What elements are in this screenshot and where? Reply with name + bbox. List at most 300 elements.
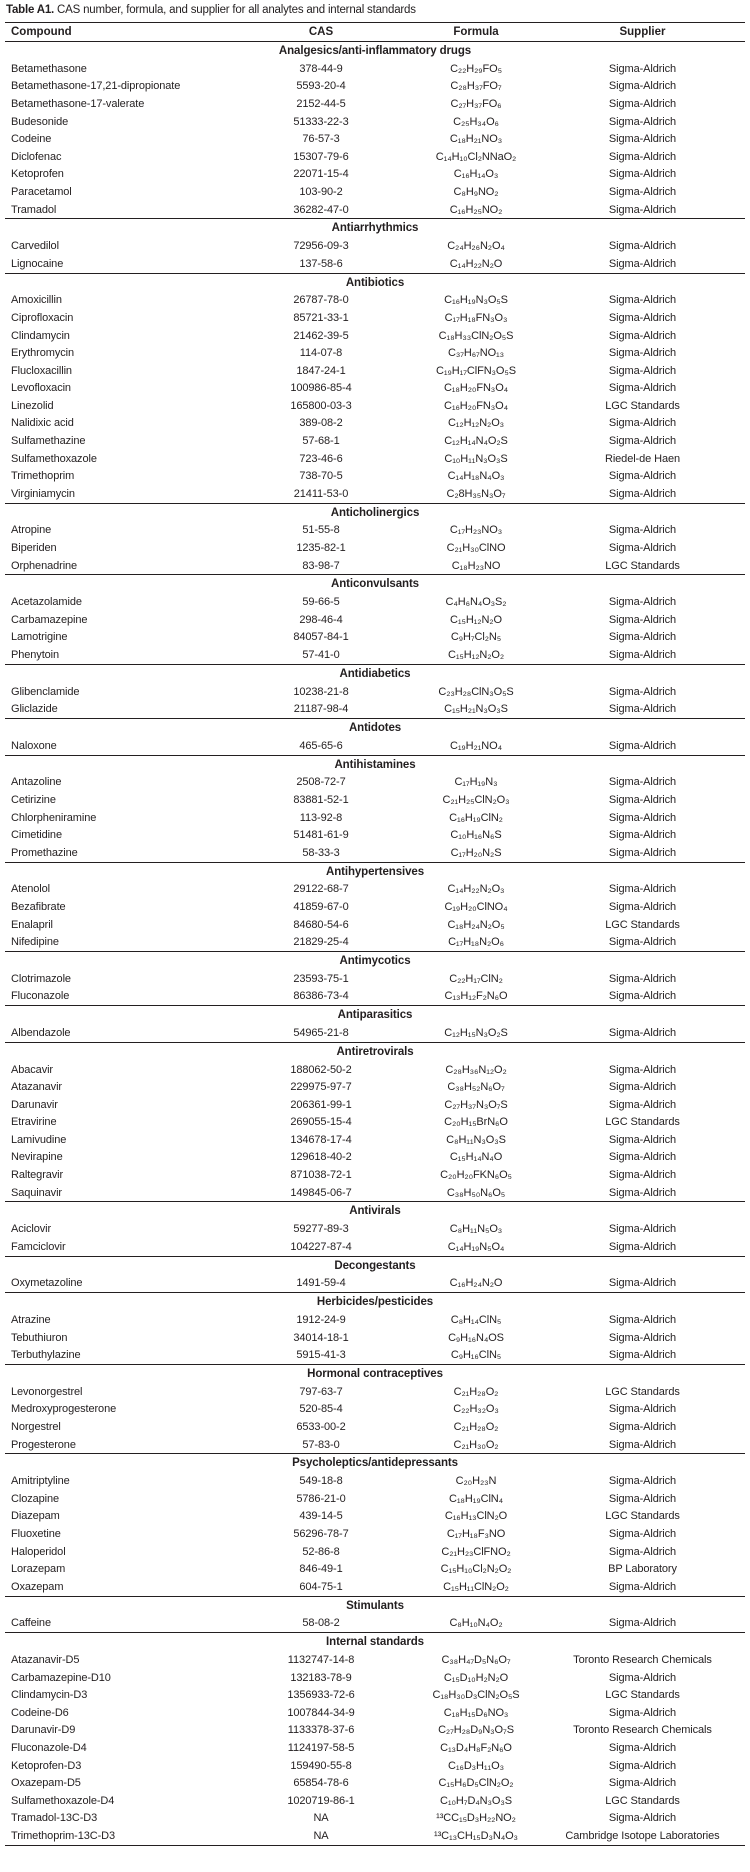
- compound-cell: Virginiamycin: [5, 485, 230, 503]
- formula-cell: C₂₂H₁₇ClN₂: [449, 972, 503, 985]
- table-row: [5, 237, 745, 255]
- table-row: [5, 988, 745, 1006]
- cas-cell: 1020719-86-1: [287, 1794, 355, 1807]
- compound-cell: Promethazine: [5, 844, 230, 862]
- compound-cell: Gliclazide: [5, 700, 230, 718]
- table-row: [5, 1827, 745, 1845]
- formula-cell: C₁₉H₂₀ClNO₄: [444, 900, 508, 913]
- compound-cell: Atazanavir: [11, 1081, 62, 1094]
- cas-cell: 58-08-2: [230, 1615, 412, 1633]
- section-row: [5, 273, 745, 292]
- compound-cell: Etravirine: [11, 1116, 57, 1129]
- compound-cell: Haloperidol: [11, 1545, 66, 1558]
- table-row: [5, 1329, 745, 1347]
- cas-cell: 549-18-8: [299, 1475, 343, 1488]
- supplier-cell: Sigma-Aldrich: [608, 1063, 677, 1076]
- table-row: [5, 1472, 745, 1490]
- cas-cell: 58-33-3: [230, 844, 412, 862]
- formula-cell: C₁₈H₂₀FN₃O₄: [443, 382, 509, 395]
- formula-cell: C₃₈H₅₂N₆O₇: [447, 1081, 505, 1094]
- compound-cell: Fluoxetine: [11, 1527, 61, 1540]
- compound-cell: Phenytoin: [5, 646, 230, 664]
- formula-cell: C₁₈H₂₃NO: [412, 557, 540, 575]
- table-row: [5, 1311, 745, 1329]
- formula-cell: C₂₂H₃₂O₃: [453, 1403, 499, 1416]
- table-row: [5, 683, 745, 701]
- cas-cell: 871038-72-1: [290, 1169, 352, 1182]
- formula-cell: C₃₈H₄₇D₅N₆O₇: [441, 1653, 511, 1666]
- formula-cell: C₂8H₃₅N₃O₇: [412, 485, 540, 503]
- section-heading: Analgesics/anti-inflammatory drugs: [278, 45, 472, 57]
- compound-cell: Codeine: [11, 133, 52, 146]
- cas-cell: 29122-68-7: [293, 883, 349, 896]
- cas-cell: 1007844-34-9: [287, 1706, 355, 1719]
- section-row: [5, 219, 745, 238]
- table-row: [5, 485, 745, 503]
- formula-cell: C₂₅H₃₄O₆: [453, 115, 499, 128]
- cas-cell: 21829-25-4: [230, 933, 412, 951]
- section-heading: Antibiotics: [345, 276, 405, 289]
- supplier-cell: Sigma-Aldrich: [608, 1133, 677, 1146]
- cas-cell: 57-68-1: [302, 435, 340, 448]
- supplier-cell: Sigma-Aldrich: [608, 900, 677, 913]
- section-row: [5, 1454, 745, 1473]
- cas-cell: 65854-78-6: [293, 1777, 349, 1790]
- supplier-cell: Sigma-Aldrich: [540, 201, 745, 219]
- cas-cell: 6533-00-2: [296, 1421, 346, 1434]
- cas-cell: 113-92-8: [299, 811, 343, 824]
- table-row: [5, 898, 745, 916]
- formula-cell: C₉H₇Cl₂N₅: [450, 631, 502, 644]
- section-heading: Antidotes: [348, 722, 402, 734]
- cas-cell: 165800-03-3: [290, 399, 352, 412]
- table-row: [5, 1078, 745, 1096]
- compound-cell: Sulfamethoxazole-D4: [11, 1794, 115, 1807]
- cas-cell: 56296-78-7: [293, 1527, 349, 1540]
- compound-cell: Clotrimazole: [11, 972, 71, 985]
- compound-cell: Medroxyprogesterone: [11, 1403, 117, 1416]
- cas-cell: 439-14-5: [299, 1510, 343, 1523]
- supplier-cell: Toronto Research Chemicals: [573, 1653, 712, 1666]
- table-row: [5, 1418, 745, 1436]
- formula-cell: C₁₇H₁₈F₃NO: [446, 1527, 506, 1540]
- section-heading: Antihistamines: [334, 758, 416, 771]
- formula-cell: C₁₄H₂₂N₂O₃: [447, 883, 505, 896]
- section-row: [5, 503, 745, 522]
- formula-cell: C₉H₁₆ClN₅: [412, 1346, 540, 1364]
- supplier-cell: Sigma-Aldrich: [608, 1169, 677, 1182]
- table-row: [5, 1131, 745, 1149]
- section-row: [5, 719, 745, 738]
- table-row: [5, 432, 745, 450]
- table-row: [5, 309, 745, 327]
- supplier-cell: Sigma-Aldrich: [540, 1346, 745, 1364]
- cas-cell: 5915-41-3: [230, 1346, 412, 1364]
- supplier-cell: Sigma-Aldrich: [540, 646, 745, 664]
- cas-cell: 389-08-2: [299, 417, 343, 430]
- compound-cell: Atazanavir-D5: [11, 1653, 80, 1666]
- section-row: [5, 42, 745, 61]
- supplier-cell: Sigma-Aldrich: [608, 311, 677, 324]
- section-row: [5, 575, 745, 594]
- cas-cell: 723-46-6: [299, 452, 343, 465]
- section-heading: Antivirals: [349, 1205, 401, 1218]
- compound-cell: Ciprofloxacin: [11, 311, 74, 324]
- formula-cell: C₂₈H₃₇FO₇: [450, 80, 502, 93]
- supplier-cell: Sigma-Aldrich: [608, 329, 677, 342]
- supplier-cell: Sigma-Aldrich: [540, 1436, 745, 1454]
- table-row: [5, 774, 745, 792]
- supplier-cell: Sigma-Aldrich: [608, 168, 677, 181]
- supplier-cell: Sigma-Aldrich: [540, 1615, 745, 1633]
- formula-cell: C₁₉H₂₁NO₄: [412, 737, 540, 755]
- formula-cell: C₁₇H₁₉N₃: [454, 776, 498, 789]
- formula-cell: C₁₅H₁₁ClN₂O₂: [412, 1578, 540, 1596]
- formula-cell: C₁₃H₁₂F₂N₆O: [412, 988, 540, 1006]
- section-row: [5, 1006, 745, 1025]
- cas-cell: 132183-78-9: [290, 1671, 352, 1684]
- supplier-cell: Sigma-Aldrich: [608, 185, 677, 198]
- cas-cell: 520-85-4: [299, 1403, 343, 1416]
- cas-cell: 21187-98-4: [230, 700, 412, 718]
- formula-cell: C₁₆H₁₃ClN₂O: [444, 1510, 508, 1523]
- table-row: [5, 467, 745, 485]
- compound-cell: Levonorgestrel: [11, 1385, 83, 1398]
- supplier-cell: Sigma-Aldrich: [608, 80, 677, 93]
- table-row: [5, 611, 745, 629]
- formula-cell: C₁₈H₂₄N₂O₅: [447, 918, 505, 931]
- formula-cell: C₁₆H₂₅NO₂: [412, 201, 540, 219]
- cas-cell: 57-83-0: [230, 1436, 412, 1454]
- formula-cell: C₂₀H₂₀FKN₆O₅: [440, 1169, 512, 1182]
- supplier-cell: Sigma-Aldrich: [608, 347, 677, 360]
- supplier-cell: LGC Standards: [605, 1689, 680, 1702]
- section-heading: Antiretrovirals: [336, 1045, 414, 1058]
- supplier-cell: Sigma-Aldrich: [608, 596, 677, 609]
- section-heading: Stimulants: [346, 1599, 404, 1612]
- section-heading: Antidiabetics: [339, 667, 411, 680]
- cas-cell: 10238-21-8: [293, 685, 349, 698]
- cas-cell: 2152-44-5: [296, 97, 346, 110]
- supplier-cell: Sigma-Aldrich: [540, 1024, 745, 1042]
- supplier-cell: Sigma-Aldrich: [608, 115, 677, 128]
- section-row: [5, 1365, 745, 1384]
- compound-cell: Norgestrel: [11, 1421, 61, 1434]
- compound-cell: Amoxicillin: [11, 294, 62, 307]
- formula-cell: C₁₆D₃H₁₁O₃: [448, 1759, 504, 1772]
- formula-cell: C₁₂H₁₄N₄O₂S: [444, 435, 508, 448]
- section-heading: Decongestants: [334, 1259, 416, 1272]
- cas-cell: 59-66-5: [302, 596, 340, 609]
- table-row: [5, 522, 745, 540]
- compound-cell: Abacavir: [11, 1063, 53, 1076]
- cas-cell: 57-41-0: [230, 646, 412, 664]
- compound-cell: Darunavir-D9: [11, 1724, 76, 1737]
- compound-cell: Carbamazepine: [11, 613, 88, 626]
- compound-cell: Trimethoprim: [11, 470, 75, 483]
- compound-cell: Atrazine: [11, 1314, 51, 1327]
- compound-cell: Amitriptyline: [11, 1475, 70, 1488]
- table-row: [5, 1383, 745, 1401]
- compound-cell: Atenolol: [11, 883, 50, 896]
- table-row: [5, 183, 745, 201]
- compound-cell: Diazepam: [11, 1510, 60, 1523]
- compound-cell: Clindamycin-D3: [11, 1689, 88, 1702]
- formula-cell: C₁₅D₁₀H₂N₂O: [443, 1671, 509, 1684]
- section-heading: Internal standards: [326, 1636, 424, 1649]
- supplier-cell: Sigma-Aldrich: [608, 811, 677, 824]
- cas-cell: 22071-15-4: [293, 168, 349, 181]
- section-row: [5, 1596, 745, 1615]
- formula-cell: C₁₉H₁₇ClFN₃O₅S: [436, 364, 516, 377]
- cas-cell: 1124197-58-5: [287, 1741, 355, 1754]
- table-row: [5, 1166, 745, 1184]
- compound-cell: Sulfamethoxazole: [11, 452, 97, 465]
- supplier-cell: LGC Standards: [605, 918, 680, 931]
- table-row: [5, 113, 745, 131]
- supplier-cell: Sigma-Aldrich: [608, 1706, 677, 1719]
- section-heading: Antiparasitics: [337, 1009, 413, 1022]
- compound-cell: Ketoprofen-D3: [11, 1759, 82, 1772]
- header-supplier: Supplier: [540, 23, 745, 42]
- table-row: [5, 1346, 745, 1364]
- formula-cell: C₂₇H₂₈D₉N₃O₇S: [438, 1724, 514, 1737]
- supplier-cell: LGC Standards: [540, 557, 745, 575]
- cas-cell: 104227-87-4: [230, 1238, 412, 1256]
- cas-cell: NA: [230, 1827, 412, 1845]
- supplier-cell: LGC Standards: [605, 1385, 680, 1398]
- cas-cell: 298-46-4: [299, 613, 343, 626]
- formula-cell: ¹³CC₁₅D₃H₂₂NO₂: [436, 1812, 516, 1825]
- compound-cell: Atropine: [11, 524, 52, 537]
- formula-cell: C₁₀H₁₆N₆S: [450, 829, 502, 842]
- formula-cell: C₁₅H₁₀Cl₂N₂O₂: [440, 1563, 512, 1576]
- supplier-cell: Cambridge Isotope Laboratories: [540, 1827, 745, 1845]
- compound-cell: Tramadol-13C-D3: [11, 1812, 98, 1825]
- cas-cell: 36282-47-0: [230, 201, 412, 219]
- compound-cell: Lignocaine: [5, 255, 230, 273]
- supplier-cell: Sigma-Aldrich: [608, 294, 677, 307]
- table-label: Table A1.: [6, 4, 55, 16]
- compound-cell: Clozapine: [11, 1492, 60, 1505]
- compound-cell: Tramadol: [5, 201, 230, 219]
- formula-cell: C₂₁H₃₀O₂: [412, 1436, 540, 1454]
- table-row: [5, 1114, 745, 1132]
- supplier-cell: Sigma-Aldrich: [608, 97, 677, 110]
- formula-cell: C₂₇H₃₇FO₆: [450, 97, 502, 110]
- supplier-cell: Sigma-Aldrich: [608, 1492, 677, 1505]
- table-row: [5, 292, 745, 310]
- cas-cell: 103-90-2: [299, 185, 343, 198]
- compound-cell: Carvedilol: [11, 240, 59, 253]
- table-row: [5, 970, 745, 988]
- cas-cell: 149845-06-7: [230, 1184, 412, 1202]
- supplier-cell: Sigma-Aldrich: [608, 1777, 677, 1790]
- cas-cell: 54965-21-8: [230, 1024, 412, 1042]
- cas-cell: 738-70-5: [299, 470, 343, 483]
- formula-cell: C₁₆H₂₄N₂O: [412, 1275, 540, 1293]
- supplier-cell: Sigma-Aldrich: [540, 737, 745, 755]
- header-compound: Compound: [5, 23, 230, 42]
- cas-cell: NA: [313, 1812, 329, 1825]
- section-row: [5, 862, 745, 881]
- compound-cell: Acetazolamide: [11, 596, 82, 609]
- compound-cell: Oxazepam-D5: [11, 1777, 81, 1790]
- supplier-cell: Sigma-Aldrich: [608, 631, 677, 644]
- cas-cell: 59277-89-3: [293, 1223, 349, 1236]
- formula-cell: C₁₄H₁₈N₄O₃: [447, 470, 505, 483]
- table-row: [5, 629, 745, 647]
- table-row: [5, 1651, 745, 1669]
- table-row: [5, 737, 745, 755]
- supplier-cell: Sigma-Aldrich: [608, 133, 677, 146]
- formula-cell: C₁₅H₆D₅ClN₂O₂: [438, 1777, 514, 1790]
- compound-cell: Fluconazole: [5, 988, 230, 1006]
- compound-cell: Nifedipine: [5, 933, 230, 951]
- compound-cell: Raltegravir: [11, 1169, 64, 1182]
- table-row: [5, 1543, 745, 1561]
- compound-cell: Betamethasone-17-valerate: [11, 97, 145, 110]
- cas-cell: 1912-24-9: [296, 1314, 346, 1327]
- formula-cell: C₃₇H₆₇NO₁₃: [447, 347, 505, 360]
- section-row: [5, 755, 745, 774]
- formula-cell: C₁₈H₃₀D₃ClN₂O₅S: [432, 1689, 520, 1702]
- cas-cell: 129618-40-2: [290, 1151, 352, 1164]
- compound-cell: Betamethasone-17,21-dipropionate: [11, 80, 181, 93]
- table-row: [5, 1436, 745, 1454]
- cas-cell: 604-75-1: [230, 1578, 412, 1596]
- compound-cell: Lamotrigine: [11, 631, 68, 644]
- supplier-cell: Sigma-Aldrich: [540, 1238, 745, 1256]
- table-row: [5, 1810, 745, 1828]
- table-row: [5, 646, 745, 664]
- cas-cell: 2508-72-7: [296, 776, 346, 789]
- supplier-cell: Sigma-Aldrich: [608, 1098, 677, 1111]
- compound-cell: Bezafibrate: [11, 900, 66, 913]
- compound-cell: Erythromycin: [11, 347, 74, 360]
- cas-cell: 15307-79-6: [293, 150, 349, 163]
- compound-cell: Orphenadrine: [5, 557, 230, 575]
- compound-cell: Naloxone: [5, 737, 230, 755]
- formula-cell: C₁₅H₁₂N₂O: [450, 613, 502, 626]
- cas-cell: 51333-22-3: [293, 115, 349, 128]
- table-row: [5, 450, 745, 468]
- compound-cell: Lorazepam: [11, 1563, 66, 1576]
- supplier-cell: Sigma-Aldrich: [608, 1545, 677, 1558]
- table-row: [5, 1739, 745, 1757]
- formula-cell: C₉H₁₆N₄OS: [448, 1331, 504, 1344]
- table-row: [5, 1061, 745, 1079]
- formula-cell: C₁₆H₁₉ClN₂: [449, 811, 503, 824]
- compound-cell: Fluconazole-D4: [11, 1741, 87, 1754]
- compound-cell: Budesonide: [11, 115, 69, 128]
- cas-cell: 846-49-1: [299, 1563, 343, 1576]
- supplier-cell: Sigma-Aldrich: [608, 1151, 677, 1164]
- compound-cell: Terbuthylazine: [5, 1346, 230, 1364]
- cas-cell: 26787-78-0: [293, 294, 349, 307]
- cas-cell: 41859-67-0: [293, 900, 349, 913]
- section-heading: Anticholinergics: [330, 506, 420, 519]
- cas-cell: 1235-82-1: [296, 542, 346, 555]
- supplier-cell: LGC Standards: [605, 1116, 680, 1129]
- cas-cell: 1132747-14-8: [287, 1653, 355, 1666]
- compound-cell: Caffeine: [5, 1615, 230, 1633]
- cas-cell: 21462-39-5: [293, 329, 349, 342]
- compound-cell: Ketoprofen: [11, 168, 64, 181]
- section-heading: Psycholeptics/antidepressants: [292, 1457, 458, 1470]
- supplier-cell: Sigma-Aldrich: [608, 62, 677, 75]
- cas-cell: 51481-61-9: [293, 829, 349, 842]
- table-row: [5, 1669, 745, 1687]
- cas-cell: 84680-54-6: [293, 918, 349, 931]
- section-heading: Hormonal contraceptives: [307, 1368, 443, 1381]
- supplier-cell: Sigma-Aldrich: [608, 240, 677, 253]
- table-row: [5, 1508, 745, 1526]
- supplier-cell: Sigma-Aldrich: [608, 1812, 677, 1825]
- cas-cell: 1491-59-4: [230, 1275, 412, 1293]
- supplier-cell: Sigma-Aldrich: [608, 524, 677, 537]
- formula-cell: C₂₇H₃₇N₃O₇S: [444, 1098, 508, 1111]
- formula-cell: C₂₁H₃₀ClNO: [446, 542, 506, 555]
- supplier-cell: Sigma-Aldrich: [608, 1475, 677, 1488]
- cas-cell: 465-65-6: [230, 737, 412, 755]
- table-row: [5, 1275, 745, 1293]
- table-row: [5, 60, 745, 78]
- table-row: [5, 700, 745, 718]
- table-row: [5, 881, 745, 899]
- compound-cell: Oxymetazoline: [5, 1275, 230, 1293]
- cas-cell: 76-57-3: [302, 133, 340, 146]
- table-row: [5, 916, 745, 934]
- supplier-cell: Sigma-Aldrich: [608, 382, 677, 395]
- compound-cell: Codeine-D6: [11, 1706, 69, 1719]
- table-row: [5, 1525, 745, 1543]
- formula-cell: C₈H₁₀N₄O₂: [412, 1615, 540, 1633]
- formula-cell: C₂₃H₂₈ClN₃O₅S: [438, 685, 514, 698]
- formula-cell: C₈H₁₁N₅O₃: [449, 1223, 503, 1236]
- table-row: [5, 791, 745, 809]
- formula-cell: C₂₀H₂₃N: [455, 1475, 497, 1488]
- formula-cell: C₂₁H₂₅ClN₂O₃: [442, 793, 510, 806]
- supplier-cell: Sigma-Aldrich: [608, 435, 677, 448]
- supplier-cell: Sigma-Aldrich: [608, 1331, 677, 1344]
- supplier-cell: Riedel-de Haen: [604, 452, 681, 465]
- table-row: [5, 95, 745, 113]
- supplier-cell: Sigma-Aldrich: [608, 1421, 677, 1434]
- cas-cell: 1356933-72-6: [287, 1689, 355, 1702]
- formula-cell: C₁₆H₁₄O₃: [453, 168, 499, 181]
- supplier-cell: Sigma-Aldrich: [608, 1314, 677, 1327]
- supplier-cell: Sigma-Aldrich: [608, 829, 677, 842]
- supplier-cell: Sigma-Aldrich: [540, 485, 745, 503]
- section-heading: Anticonvulsants: [331, 578, 419, 591]
- cas-cell: 34014-18-1: [293, 1331, 349, 1344]
- cas-cell: 134678-17-4: [290, 1133, 352, 1146]
- table-row: [5, 166, 745, 184]
- cas-cell: 83-98-7: [230, 557, 412, 575]
- supplier-cell: LGC Standards: [605, 399, 680, 412]
- compound-cell: Tebuthiuron: [11, 1331, 68, 1344]
- formula-cell: C₈H₁₁N₃O₃S: [446, 1133, 506, 1146]
- table-row: [5, 415, 745, 433]
- table-row: [5, 1792, 745, 1810]
- table-row: [5, 1774, 745, 1792]
- table-row: [5, 933, 745, 951]
- cas-cell: 83881-52-1: [293, 793, 349, 806]
- table-row: [5, 148, 745, 166]
- supplier-cell: Sigma-Aldrich: [540, 1184, 745, 1202]
- compound-cell: Antazoline: [11, 776, 62, 789]
